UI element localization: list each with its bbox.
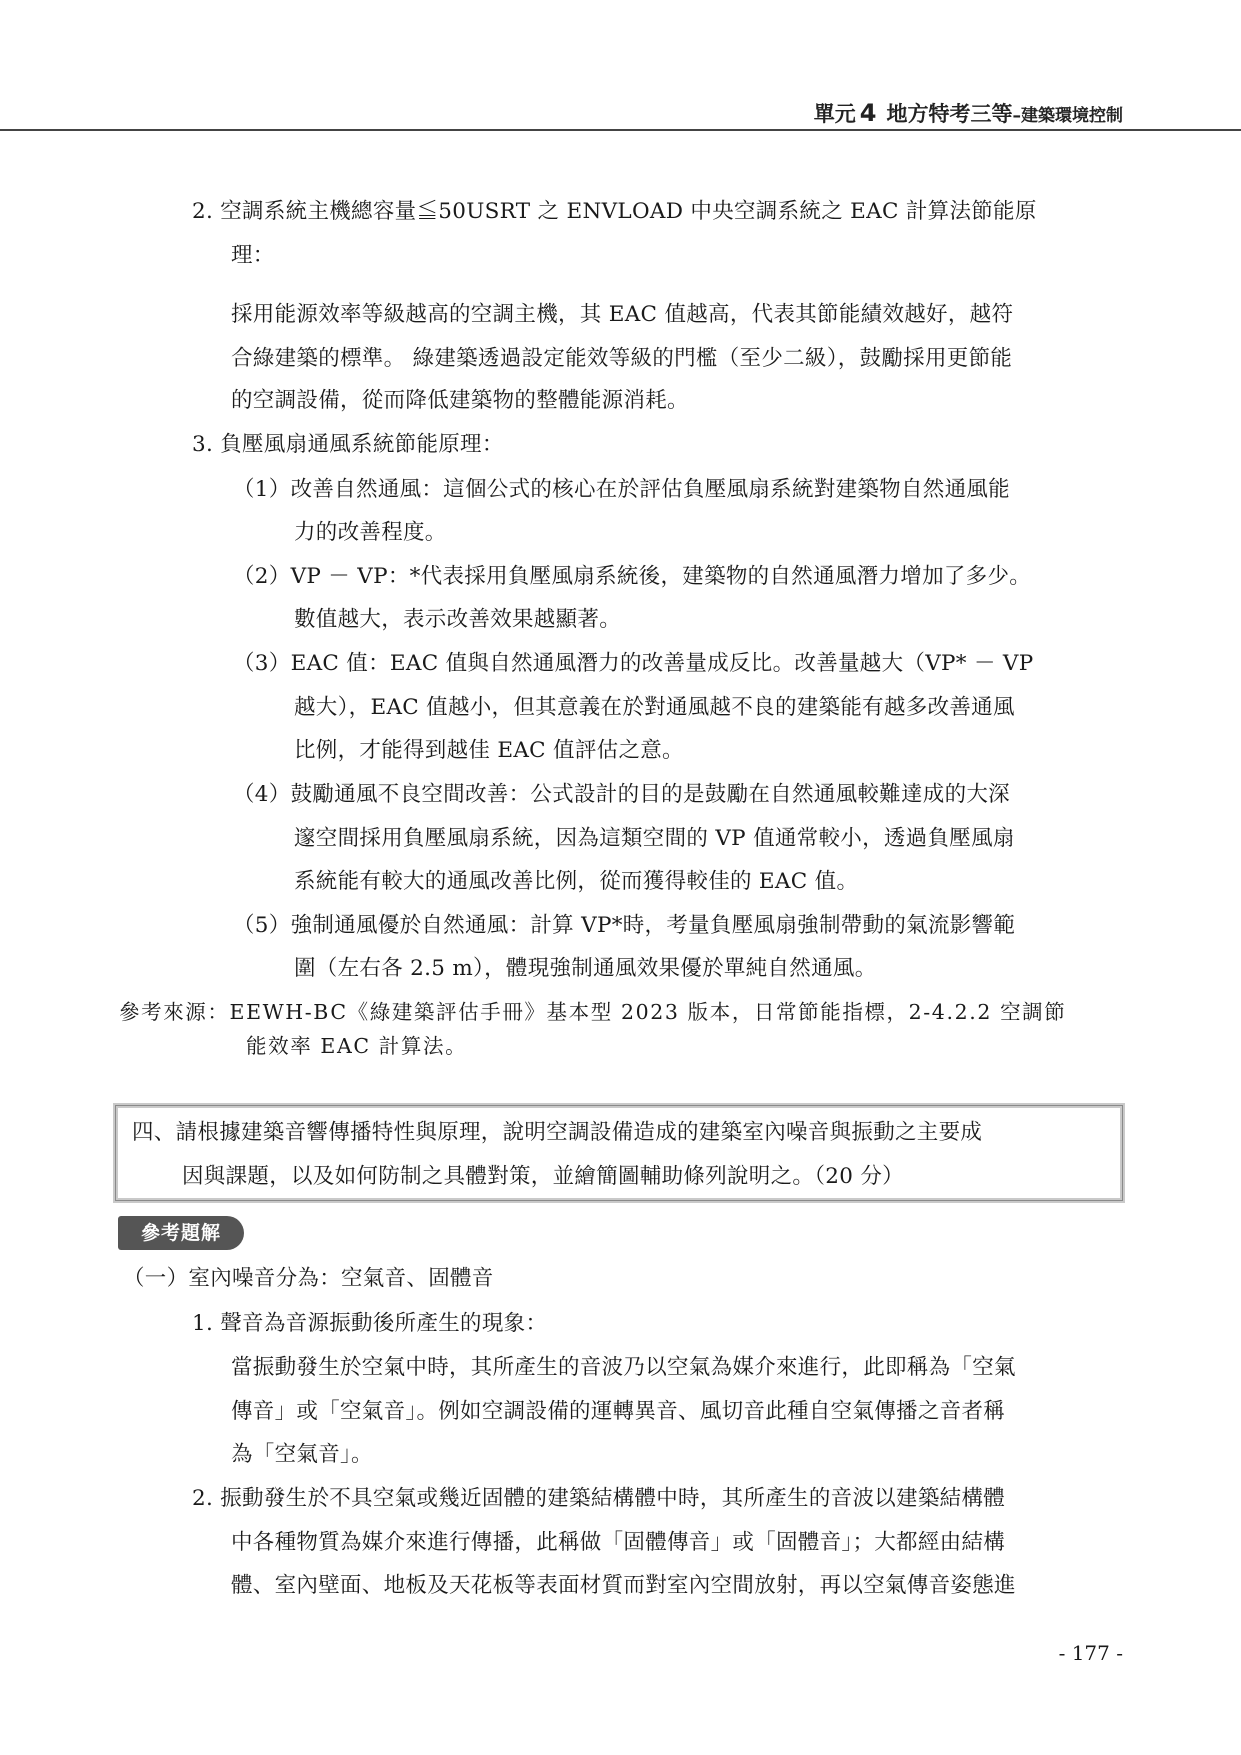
reference-line-1: 參考來源：EEWH-BC《綠建築評估手冊》基本型 2023 版本，日常節能指標，2-4.2.2 空調節 bbox=[119, 1000, 1067, 1024]
running-header bbox=[814, 98, 1123, 128]
sub-5-line-1: （5）強制通風優於自然通風：計算 VP*時，考量負壓風扇強制帶動的氣流影響範 bbox=[233, 913, 1016, 938]
header-subtitle: –建築環境控制 bbox=[1012, 106, 1123, 126]
sub-1-line-1: （1）改善自然通風：這個公式的核心在於評估負壓風扇系統對建築物自然通風能 bbox=[233, 477, 1010, 502]
sub-5-line-2: 圍（左右各 2.5 m），體現強制通風效果優於單純自然通風。 bbox=[294, 956, 877, 981]
section-1-heading: （一）室內噪音分為：空氣音、固體音 bbox=[123, 1266, 494, 1291]
sub-4-line-2: 邃空間採用負壓風扇系統，因為這類空間的 VP 值通常較小，透過負壓風扇 bbox=[294, 826, 1015, 851]
reference-line-2: 能效率 EAC 計算法。 bbox=[246, 1034, 468, 1058]
answer-item-1-body-1: 當振動發生於空氣中時，其所產生的音波乃以空氣為媒介來進行，此即稱為「空氣 bbox=[231, 1355, 1016, 1380]
sub-2-line-2: 數值越大，表示改善效果越顯著。 bbox=[294, 607, 622, 632]
item-2-body-3: 的空調設備，從而降低建築物的整體能源消耗。 bbox=[231, 388, 689, 413]
item-2-body-2: 合綠建築的標準。 綠建築透過設定能效等級的門檻（至少二級），鼓勵採用更節能 bbox=[231, 346, 1013, 371]
question-line-2: 因與課題，以及如何防制之具體對策，並繪簡圖輔助條列說明之。（20 分） bbox=[182, 1164, 904, 1189]
header-rule bbox=[0, 129, 1241, 131]
sub-3-line-3: 比例，才能得到越佳 EAC 值評估之意。 bbox=[294, 738, 684, 763]
answer-item-1-body-3: 為「空氣音」。 bbox=[231, 1442, 373, 1467]
item-2-line-2: 理： bbox=[231, 243, 275, 268]
answer-item-1-heading: 1. 聲音為音源振動後所產生的現象： bbox=[192, 1311, 548, 1336]
sub-4-line-3: 系統能有較大的通風改善比例，從而獲得較佳的 EAC 值。 bbox=[294, 869, 859, 894]
answer-item-2-line-3: 體、室內壁面、地板及天花板等表面材質而對室內空間放射，再以空氣傳音姿態進 bbox=[231, 1573, 1016, 1598]
sub-1-line-2: 力的改善程度。 bbox=[294, 520, 447, 545]
header-unit-label: 單元 bbox=[813, 102, 856, 126]
question-line-1: 四、請根據建築音響傳播特性與原理，說明空調設備造成的建築室內噪音與振動之主要成 bbox=[132, 1120, 983, 1145]
page-number: - 177 - bbox=[1058, 1641, 1123, 1665]
header-title: 地方特考三等 bbox=[886, 102, 1013, 126]
item-3-heading: 3. 負壓風扇通風系統節能原理： bbox=[192, 432, 504, 457]
answer-badge: 參考題解 bbox=[118, 1216, 244, 1250]
item-2-body-1: 採用能源效率等級越高的空調主機，其 EAC 值越高，代表其節能績效越好，越符 bbox=[231, 302, 1014, 327]
sub-4-line-1: （4）鼓勵通風不良空間改善：公式設計的目的是鼓勵在自然通風較難達成的大深 bbox=[233, 782, 1010, 807]
sub-3-line-1: （3）EAC 值：EAC 值與自然通風潛力的改善量成反比。改善量越大（VP* － VP bbox=[233, 651, 1034, 676]
header-unit-number: 4 bbox=[859, 99, 877, 127]
item-2-line-1: 2. 空調系統主機總容量≦50USRT 之 ENVLOAD 中央空調系統之 EAC 計算法節能原 bbox=[192, 199, 1037, 224]
sub-3-line-2: 越大），EAC 值越小，但其意義在於對通風越不良的建築能有越多改善通風 bbox=[294, 695, 1015, 720]
sub-2-line-1: （2）VP － VP：*代表採用負壓風扇系統後，建築物的自然通風潛力增加了多少。 bbox=[233, 564, 1032, 589]
answer-item-1-body-2: 傳音」或「空氣音」。例如空調設備的運轉異音、風切音此種自空氣傳播之音者稱 bbox=[231, 1399, 1006, 1424]
answer-item-2-line-2: 中各種物質為媒介來進行傳播，此稱做「固體傳音」或「固體音」；大都經由結構 bbox=[231, 1530, 1006, 1555]
answer-item-2-line-1: 2. 振動發生於不具空氣或幾近固體的建築結構體中時，其所產生的音波以建築結構體 bbox=[192, 1486, 1006, 1511]
